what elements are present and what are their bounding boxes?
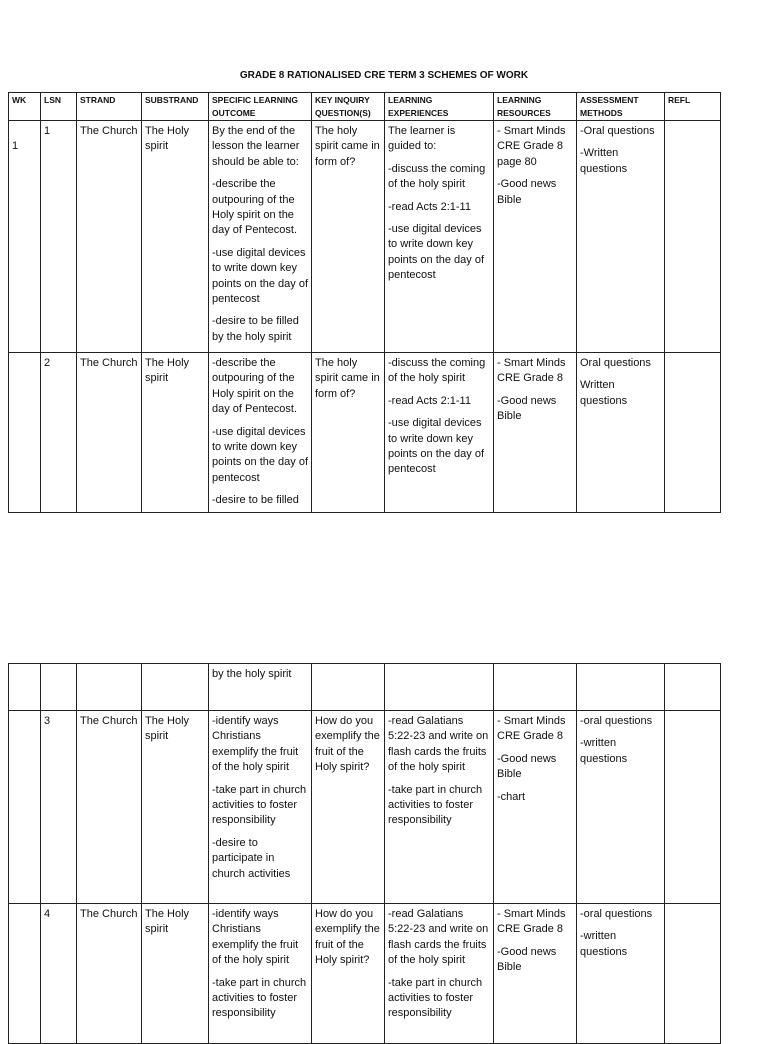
table-row — [9, 664, 721, 711]
cell-question: How do you exemplify the fruit of the Holy spirit? — [312, 904, 385, 1044]
cell-question: The holy spirit came in form of? — [312, 121, 385, 353]
cell-experiences — [385, 353, 494, 513]
header-assessment: ASSESSMENT METHODS — [577, 93, 665, 121]
cell-resources — [494, 353, 577, 513]
experience-text: -take part in church activities to foster responsibility — [388, 783, 483, 827]
table-row — [9, 121, 721, 353]
cell-assessment — [577, 664, 665, 711]
experience-text: -read Acts 2:1-11 — [388, 394, 471, 407]
outcome-text: -describe the outpouring of the Holy spirit on the day of Pentecost. — [212, 178, 297, 237]
outcome-text: By the end of the lesson the learner should be able to: — [212, 125, 300, 168]
cell-lsn — [41, 664, 77, 711]
assessment-text: Written questions — [580, 379, 628, 407]
header-row — [9, 93, 721, 121]
outcome-text: -desire to be filled — [212, 494, 299, 507]
outcome-text: -identify ways Christians exemplify the fruit of the holy spirit — [212, 715, 299, 774]
cell-experiences — [385, 904, 494, 1044]
cell-substrand: The Holy spirit — [142, 904, 209, 1044]
outcome-text: by the holy spirit — [212, 668, 292, 680]
assessment-text: -written questions — [580, 930, 628, 958]
assessment-text: Oral questions — [580, 357, 651, 369]
table-row — [9, 353, 721, 513]
resource-text: - Smart Minds CRE Grade 8 — [497, 715, 566, 743]
cell-resources — [494, 664, 577, 711]
schemes-table-page-2 — [8, 663, 721, 1044]
cell-outcome — [209, 711, 312, 904]
resource-text: -Good news Bible — [497, 394, 557, 423]
schemes-table-page-1 — [8, 92, 721, 513]
cell-substrand: The Holy spirit — [142, 711, 209, 904]
cell-question: How do you exemplify the fruit of the Holy spirit? — [312, 711, 385, 904]
cell-outcome — [209, 904, 312, 1044]
cell-outcome — [209, 121, 312, 353]
assessment-text: -Written questions — [580, 147, 628, 175]
cell-wk — [9, 904, 41, 1044]
assessment-text: -oral questions — [580, 908, 653, 920]
outcome-text: -identify ways Christians exemplify the fruit of the holy spirit — [212, 908, 299, 967]
cell-refl — [665, 904, 721, 1044]
cell-wk — [9, 711, 41, 904]
assessment-text: -written questions — [580, 737, 628, 765]
header-wk: WK — [9, 93, 41, 121]
resource-text: - Smart Minds CRE Grade 8 — [497, 357, 566, 385]
header-question: KEY INQUIRY QUESTION(S) — [312, 93, 385, 121]
resource-text: -Good news Bible — [497, 752, 557, 781]
cell-resources — [494, 904, 577, 1044]
header-lsn: LSN — [41, 93, 77, 121]
header-resources: LEARNING RESOURCES — [494, 93, 577, 121]
experience-text: -use digital devices to write down key points on the day of pentecost — [388, 417, 485, 476]
outcome-text: -desire to be filled by the holy spirit — [212, 315, 299, 343]
outcome-text: -take part in church activities to foster responsibility — [212, 976, 307, 1020]
outcome-text: -describe the outpouring of the Holy spirit on the day of Pentecost. — [212, 357, 297, 416]
cell-strand: The Church — [77, 353, 142, 513]
experience-text: -discuss the coming of the holy spirit — [388, 162, 486, 191]
outcome-text: -take part in church activities to foster responsibility — [212, 783, 307, 827]
document-title: GRADE 8 RATIONALISED CRE TERM 3 SCHEMES OF WORK — [239, 70, 529, 81]
header-strand: STRAND — [77, 93, 142, 121]
experience-text: -take part in church activities to foster responsibility — [388, 976, 483, 1020]
cell-assessment — [577, 353, 665, 513]
cell-assessment — [577, 711, 665, 904]
experience-text: The learner is guided to: — [388, 125, 456, 153]
experience-text: -discuss the coming of the holy spirit — [388, 357, 486, 385]
header-outcome: SPECIFIC LEARNING OUTCOME — [209, 93, 312, 121]
cell-lsn: 3 — [41, 711, 77, 904]
cell-outcome — [209, 664, 312, 711]
resource-text: - Smart Minds CRE Grade 8 — [497, 908, 566, 936]
cell-assessment — [577, 121, 665, 353]
experience-text: -read Galatians 5:22-23 and write on flash cards the fruits of the holy spirit — [388, 715, 489, 774]
outcome-text: -use digital devices to write down key points on the day of pentecost — [212, 246, 309, 306]
cell-lsn: 1 — [41, 121, 77, 353]
cell-refl — [665, 121, 721, 353]
assessment-text: -Oral questions — [580, 125, 655, 137]
cell-experiences — [385, 711, 494, 904]
cell-resources — [494, 121, 577, 353]
resource-text: -Good news Bible — [497, 178, 557, 206]
outcome-text: -use digital devices to write down key points on the day of pentecost — [212, 425, 309, 484]
table-row — [9, 904, 721, 1044]
cell-strand — [77, 664, 142, 711]
outcome-text: -desire to participate in church activities — [212, 836, 291, 880]
assessment-text: -oral questions — [580, 715, 653, 727]
resource-text: -chart — [497, 790, 526, 803]
header-experiences: LEARNING EXPERIENCES — [385, 93, 494, 121]
cell-substrand: The Holy spirit — [142, 121, 209, 353]
cell-resources — [494, 711, 577, 904]
cell-refl — [665, 664, 721, 711]
experience-text: -use digital devices to write down key points on the day of pentecost — [388, 223, 485, 282]
cell-strand: The Church — [77, 711, 142, 904]
cell-refl — [665, 353, 721, 513]
cell-lsn: 4 — [41, 904, 77, 1044]
cell-lsn: 2 — [41, 353, 77, 513]
cell-outcome — [209, 353, 312, 513]
cell-experiences — [385, 664, 494, 711]
cell-question — [312, 664, 385, 711]
cell-refl — [665, 711, 721, 904]
cell-experiences — [385, 121, 494, 353]
header-refl: REFL — [665, 93, 721, 121]
cell-strand: The Church — [77, 904, 142, 1044]
cell-wk: 1 — [9, 121, 41, 353]
cell-substrand: The Holy spirit — [142, 353, 209, 513]
resource-text: -Good news Bible — [497, 945, 557, 974]
cell-assessment — [577, 904, 665, 1044]
experience-text: -read Acts 2:1-11 — [388, 200, 471, 213]
resource-text: - Smart Minds CRE Grade 8 page 80 — [497, 125, 566, 168]
header-substrand: SUBSTRAND — [142, 93, 209, 121]
experience-text: -read Galatians 5:22-23 and write on flash cards the fruits of the holy spirit — [388, 908, 489, 967]
cell-wk — [9, 664, 41, 711]
cell-substrand — [142, 664, 209, 711]
cell-strand: The Church — [77, 121, 142, 353]
table-row — [9, 711, 721, 904]
cell-wk — [9, 353, 41, 513]
cell-question: The holy spirit came in form of? — [312, 353, 385, 513]
